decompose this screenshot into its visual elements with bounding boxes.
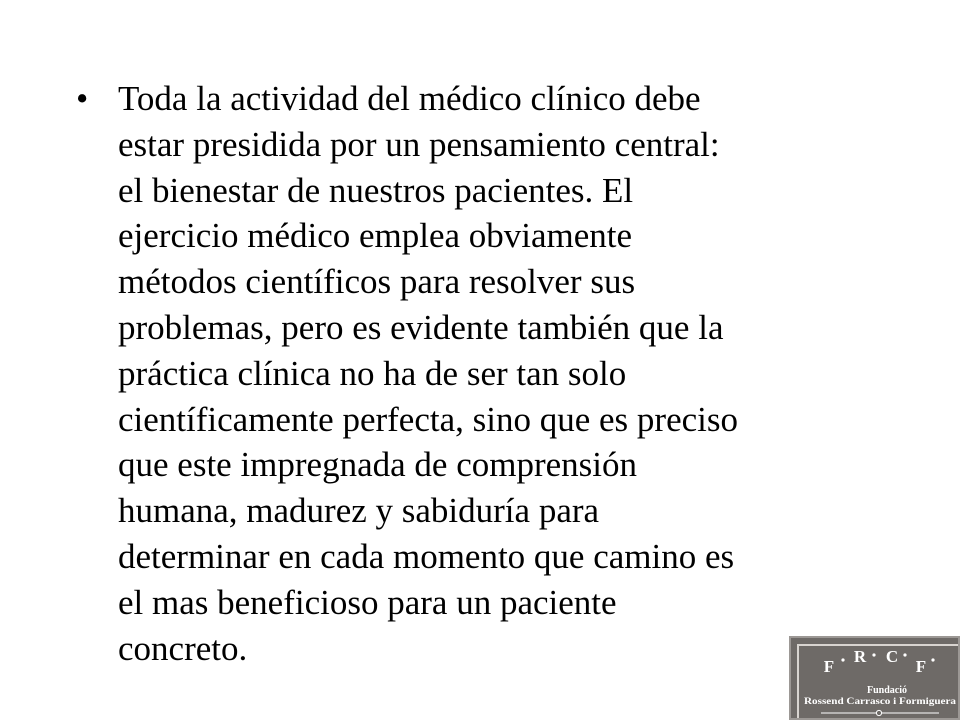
bullet-icon: • xyxy=(76,79,89,118)
logo-letter: R xyxy=(853,647,867,666)
text-line: Toda la actividad del médico clínico debe xyxy=(118,79,701,118)
text-line: problemas, pero es evidente también que la xyxy=(118,307,724,347)
bullet-point xyxy=(76,76,876,671)
text-line: práctica clínica no ha de ser tan solo xyxy=(118,353,627,393)
text-line: científicamente perfecta, sino que es preciso xyxy=(118,399,738,439)
text-line: concreto. xyxy=(118,628,248,668)
text-line: que este impregnada de comprensión xyxy=(118,445,637,485)
logo-letter: C xyxy=(885,647,899,666)
logo-ornament-circle xyxy=(876,710,881,715)
text-line: determinar en cada momento que camino es xyxy=(118,536,735,576)
logo-letter: F xyxy=(823,657,835,676)
logo-dot xyxy=(872,653,875,656)
text-line: humana, madurez y sabiduría para xyxy=(118,491,600,531)
bullet-text xyxy=(118,76,876,671)
text-line: métodos científicos para resolver sus xyxy=(118,262,636,302)
logo-dot xyxy=(931,658,934,661)
logo-line2: Rossend Carrasco i Formiguera xyxy=(804,696,957,706)
text-line: el bienestar de nuestros pacientes. El xyxy=(118,170,634,210)
text-line: el mas beneficioso para un paciente xyxy=(118,582,617,622)
foundation-logo xyxy=(789,636,960,720)
logo-letter: F xyxy=(915,657,927,676)
text-line: estar presidida por un pensamiento central: xyxy=(118,124,720,164)
logo-line1: Fundació xyxy=(866,685,908,696)
text-line: ejercicio médico emplea obviamente xyxy=(118,216,633,256)
logo-dot xyxy=(903,653,906,656)
logo-dot xyxy=(841,658,844,661)
logo-graphic xyxy=(791,638,960,720)
